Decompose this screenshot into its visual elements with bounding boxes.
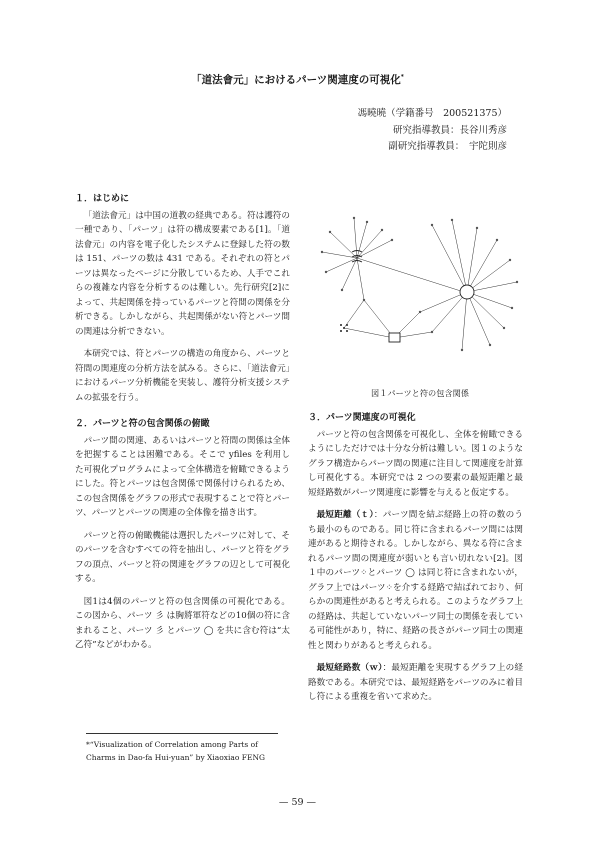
section1-paragraph-2: 本研究では、符とパーツの構造の角度から、パーツと符間の関連度の分析方法を試みる。さらに、「道法會元」におけるパーツ分析機能を実装し、護符分析支援システムの拡張を行う。	[75, 349, 290, 403]
author-name: 馮曉曉（学籍番号 200521375）	[357, 108, 507, 119]
section3-term1-paragraph	[308, 508, 523, 653]
term-shortest-distance-text: ：パーツ間を結ぶ経路上の符の数のうち最小のものである。同じ符に含まれるパーツ間には関連があると期待される。しかしながら、異なる符に含まれるパーツ間の関連度が弱いとも言い切れない[2]。図１中のパーツ⁘とパーツ ◯ は同じ符に含まれないが，グラフ上ではパーツ⁘を介する経路で結ばれており、何らかの関連性があると考えられる。このようなグラフ上の経路は、共起していないパーツ同士の関係を表している可能性があり，特に、経路の長さがパーツ同士の関連性と関わりがあると考えられる。	[308, 510, 523, 651]
footnote	[86, 738, 286, 764]
section3-paragraph-1: パーツと符の包含関係を可視化し、全体を俯瞰できるようにしただけでは十分な分析は難しい。図１のようなグラフ構造からパーツ間の関連に注目して関連度を計算し可視化する。本研究では 2 つの要素の最短距離と最短経路数がパーツ関連度に影響を与えると仮定する。	[308, 429, 523, 498]
advisor: 研究指導教員：長谷川秀彦	[392, 124, 507, 136]
title-text: 「道法會元」におけるパーツ関連度の可視化	[191, 74, 401, 86]
paper-title	[0, 72, 595, 87]
figure-1-graph	[312, 200, 532, 375]
section1-paragraph-1: 「道法會元」は中国の道教の経典である。符は護符の一種であり、「パーツ」は符の構成要素である[1]。「道法會元」の内容を電子化したシステムに登録した符の数は 151、パーツの数は 431 である。それぞれの符とパーツは異なったページに分散しているため、人手でこれらの複雑な内容を分析するのは難しい。先行研究[2]によって、共起関係を持っているパーツと符間の関係を分析できる。しかしながら、共起関係がない符とパーツ間の関連は分析できない。	[75, 210, 290, 337]
footnote-mark: *	[86, 740, 90, 749]
section2-paragraph-1: パーツ間の関連、あるいはパーツと符間の関係は全体を把握することは困難である。そこで yfiles を利用した可視化プログラムによって全体構造を俯瞰できるようにした。符とパーツは包含関係で関係付けられるため、この包含関係をグラフの形式で表現することで符とパーツ、パーツとパーツの関連の全体像を描き出す。	[75, 435, 290, 518]
section3-heading: ３．パーツ関連度の可視化	[308, 413, 416, 423]
section2-paragraph-3: 図1は4個のパーツと符の包含関係の可視化である。この図から、パーツ 彡 は胸將軍符などの10個の符に含まれること、パーツ 彡 とパーツ ◯ を共に含む符は“太乙符”などがわかる。	[75, 596, 290, 650]
page-number: — 59 —	[278, 797, 317, 808]
term-shortest-path-count: 最短経路数（ｗ）	[316, 663, 383, 673]
section2-paragraph-2: パーツと符の俯瞰機能は選択したパーツに対して、そのパーツを含むすべての符を抽出し、パーツと符をグラフの頂点、パーツと符の関連をグラフの辺として可視化する。	[75, 530, 290, 584]
footnote-line-1: *“Visualization of Correlation among Parts of	[86, 740, 258, 749]
section3-term2-paragraph	[308, 661, 523, 705]
section2-heading: ２．パーツと符の包含関係の俯瞰	[75, 419, 210, 429]
term-shortest-path-count-text: ：最短距離を実現するグラフ上の経路数である。本研究では、最短経路をパーツのみに着目し符による重複を省いて求めた。	[308, 663, 523, 702]
section1-heading: １．はじめに	[75, 194, 130, 204]
right-column	[308, 411, 523, 713]
title-footnote-mark: *	[400, 73, 404, 81]
footnote-divider	[86, 733, 278, 734]
left-column	[75, 192, 290, 661]
figure-1-caption: 図１パーツと符の包含関係	[371, 388, 469, 398]
term-shortest-distance: 最短距離（ｔ）	[316, 510, 374, 520]
footnote-line-2: Charms in Dao-fa Hui-yuan” by Xiaoxiao FENG	[86, 753, 266, 762]
co-advisor: 副研究指導教員： 宇陀則彦	[388, 141, 507, 152]
author-block	[358, 106, 507, 156]
